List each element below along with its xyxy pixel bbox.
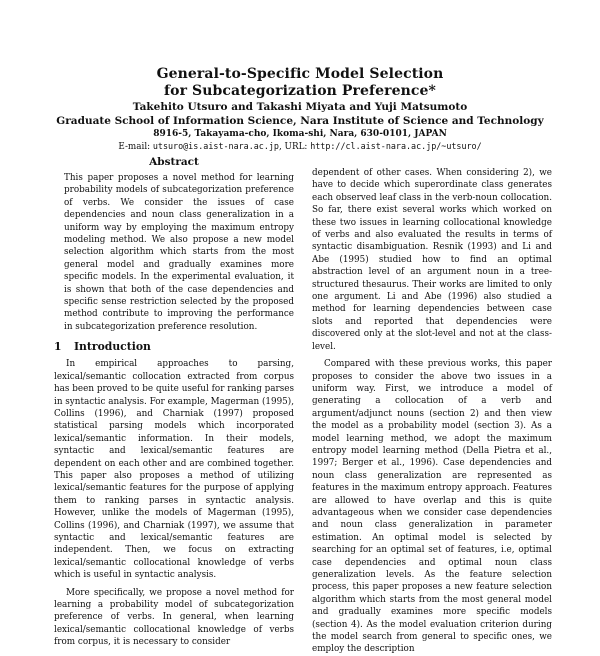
title-line-1: General-to-Specific Model Selection <box>156 66 444 82</box>
homepage-url[interactable]: http://cl.aist-nara.ac.jp/~utsuro/ <box>310 141 482 151</box>
contact-line <box>0 140 600 153</box>
right-paragraph-1: dependent of other cases. When considering 2), we have to decide which superordinate class generates each observed leaf class in the verb-noun collocation. So far, there exist several works which worked on these two issues in learning collocational knowledge of verbs and also evaluated the results in terms of syntactic disambiguation. Resnik (1993) and Li and Abe (1995) studied how to find an optimal abstraction level of an argument noun in a tree-structured thesaurus. Their works are limited to only one argument. Li and Abe (1996) also studied a method for learning dependencies between case slots and reported that dependencies were discovered only at the slot-level and not at the class-level. <box>312 168 552 352</box>
section-heading-introduction <box>54 340 294 354</box>
abstract-text: This paper proposes a novel method for learning probability models of subcategorization preference of verbs. We consider the issues of case dependencies and noun class generalization in a uniform way by employing the maximum entropy modeling method. We also propose a new model selection algorithm which starts from the most general model and gradually examines more specific models. In the experimental evaluation, it is shown that both of the case dependencies and specific sense restriction selected by the proposed method contribute to improving the performance in subcategorization preference resolution. <box>64 173 294 332</box>
affiliation: Graduate School of Information Science, Nara Institute of Science and Technology <box>56 115 544 127</box>
right-column <box>312 167 552 656</box>
email-label: E-mail: <box>118 142 151 152</box>
intro-paragraph-2: More specifically, we propose a novel method for learning a probability model of subcategorization preference of verbs. In general, when learning lexical/semantic collocational knowledge of verbs from corpus, it is necessary to consider <box>54 587 294 648</box>
abstract-heading: Abstract <box>149 156 199 168</box>
title-line-2: for Subcategorization Preference* <box>164 83 436 99</box>
section-number: 1 <box>54 340 62 354</box>
email-address[interactable]: utsuro@is.aist-nara.ac.jp <box>152 141 279 151</box>
intro-paragraph-1: In empirical approaches to parsing, lexical/semantic collocation extracted from corpus has been proved to be quite useful for ranking parses in syntactic analysis. For example, Magerman (1995), Collins (1996), and Charniak (1997) proposed statistical parsing models which incorporated lexical/semantic information. In their models, syntactic and lexical/semantic features are dependent on each other and are combined together. This paper also proposes a method of utilizing lexical/semantic features for the purpose of applying them to ranking parses in syntactic analysis. However, unlike the models of Magerman (1995), Collins (1996), and Charniak (1997), we assume that syntactic and lexical/semantic features are independent. Then, we focus on extracting lexical/semantic collocational knowledge of verbs which is useful in syntactic analysis. <box>54 359 294 581</box>
paper-title <box>0 66 600 100</box>
url-label: , URL: <box>278 142 308 152</box>
postal-address: 8916-5, Takayama-cho, Ikoma-shi, Nara, 630-0101, JAPAN <box>153 129 447 139</box>
left-column <box>54 155 294 649</box>
author-list: Takehito Utsuro and Takashi Miyata and Yuji Matsumoto <box>132 101 468 113</box>
right-paragraph-2: Compared with these previous works, this paper proposes to consider the above two issues in a uniform way. First, we introduce a model of generating a collocation of a verb and argument/adjunct nouns (section 2) and then view the model as a probability model (section 3). As a model learning method, we adopt the maximum entropy model learning method (Della Pietra et al., 1997; Berger et al., 1996). Case dependencies and noun class generalization are represented as features in the maximum entropy approach. Features are allowed to have overlap and this is quite advantageous when we consider case dependencies and noun class generalization in parameter estimation. An optimal model is selected by searching for an optimal set of features, i.e, optimal case dependencies and optimal noun class generalization levels. As the feature selection process, this paper proposes a new feature selection algorithm which starts from the most general model and gradually examines more specific models (section 4). As the model evaluation criterion during the model search from general to specific ones, we employ the description <box>312 359 552 655</box>
section-title: Introduction <box>74 340 151 354</box>
